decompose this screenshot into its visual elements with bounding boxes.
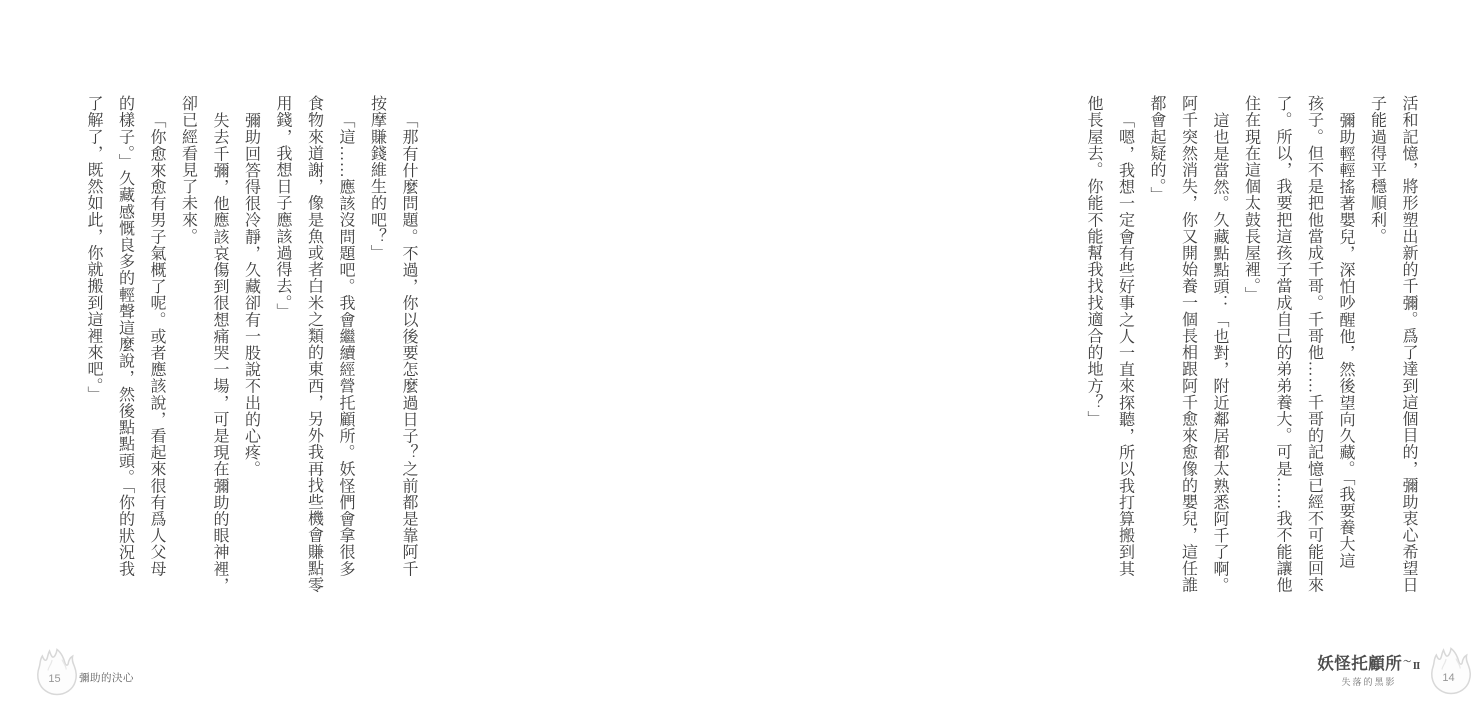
page-number: 14 [1442,672,1455,684]
book-logo [1310,653,1428,687]
book-volume-numeral: Ⅱ [1412,661,1421,671]
text-column: 按摩賺錢維生的吧？」 [368,95,386,261]
text-column: 彌助輕輕搖著嬰兒，深怕吵醒他，然後望向久藏。「我要養大這 [1337,112,1354,569]
text-column: 孩子。但不是把他當成千哥。千哥他……千哥的記憶已經不可能回來 [1305,95,1323,593]
text-column: 卻已經看見了未來。 [179,95,197,245]
book-title-text: 妖怪托顧所 [1317,654,1403,673]
book-subtitle: 失落的黑影 [1341,677,1397,687]
page-number: 15 [48,673,61,685]
book-title [1310,653,1428,675]
text-column: 都會起疑的。」 [1148,95,1165,204]
text-column: 「你愈來愈有男子氣概了呢。或者應該說，看起來很有爲人父母 [148,112,165,577]
text-column: 的樣子。」久藏感慨良多的輕聲這麼說，然後點點頭。「你的狀況我 [116,95,134,577]
text-column: 活和記憶，將形塑出新的千彌。爲了達到這個目的，彌助衷心希望日 [1400,95,1417,593]
logo-flourish-mark: 〜 [1403,657,1412,666]
page-right [500,0,1455,724]
text-column: 「嗯，我想一定會有些好事之人一直來探聽，所以我打算搬到其 [1116,112,1134,577]
flame-icon [33,647,81,697]
page-number-badge-left [33,647,81,697]
text-column: 食物來道謝，像是魚或者白米之類的東西，另外我再找些機會賺點零 [305,95,323,593]
text-column: 了。所以，我要把這孩子當成自己的弟弟養大。可是……我不能讓他 [1274,95,1291,593]
text-column: 失去千彌，他應該哀傷到很想痛哭一場，可是現在彌助的眼神裡， [211,112,228,594]
page-left-text-block [77,95,424,595]
text-column: 這也是當然。久藏點點頭：「也對，附近鄰居都太熟悉阿千了啊。 [1211,112,1228,594]
text-column: 他長屋去。你能不能幫我找找適合的地方？」 [1085,95,1102,427]
text-column: 住在現在這個太鼓長屋裡。」 [1242,95,1260,303]
chapter-title: 彌助的決心 [79,673,134,684]
text-column: 彌助回答得很冷靜，久藏卻有一股說不出的心疼。 [242,112,260,478]
text-column: 了解了，既然如此，你就搬到這裡來吧。」 [85,95,102,403]
page-left [0,0,500,724]
page-right-text-block [1077,95,1424,595]
text-column: 「那有什麼問題。不過，你以後要怎麼過日子？之前都是靠阿千 [400,112,417,577]
text-column: 用錢，我想日子應該過得去。」 [274,95,291,320]
text-column: 阿千突然消失，你又開始養一個長相跟阿千愈來愈像的嬰兒，這任誰 [1179,95,1197,593]
text-column: 子能過得平穩順利。 [1368,95,1386,245]
flame-icon [1427,646,1475,696]
page-number-badge-right [1427,646,1475,696]
text-column: 「這……應該沒問題吧。我會繼續經營托顧所。妖怪們會拿很多 [337,112,354,577]
